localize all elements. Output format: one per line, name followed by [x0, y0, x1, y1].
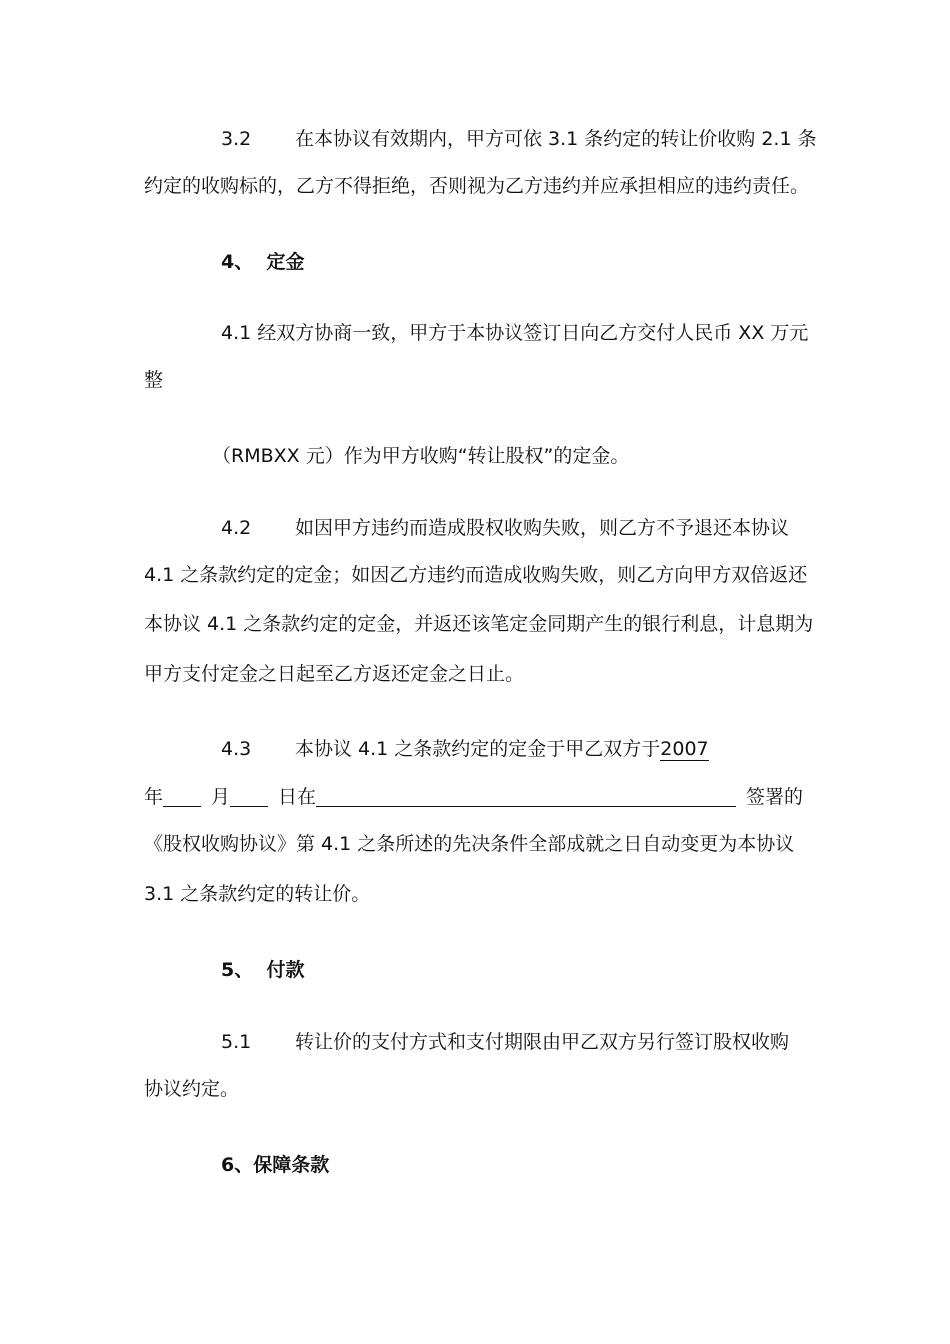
clause-number: 5.1 [221, 1031, 252, 1053]
section-5-heading [221, 958, 304, 982]
clause-text: 在本协议有效期内，甲方可依 3.1 条约定的转让价收购 2.1 条 [295, 128, 817, 150]
section-6-heading: 6、保障条款 [221, 1154, 330, 1176]
clause-4-1-line-3: （RMBXX 元）作为甲方收购“转让股权”的定金。 [212, 445, 630, 467]
clause-4-1-line-2: 整 [144, 369, 164, 391]
clause-text: 转让价的支付方式和支付期限由甲乙双方另行签订股权收购 [295, 1031, 790, 1053]
clause-4-2-line-4: 甲方支付定金之日起至乙方返还定金之日止。 [144, 663, 525, 685]
month-label: 月 [211, 786, 231, 808]
section-number: 5、 [221, 959, 254, 981]
section-number: 4、 [221, 251, 254, 273]
clause-number: 3.2 [221, 128, 252, 150]
signed-label: 签署的 [746, 786, 804, 808]
place-blank[interactable] [316, 784, 736, 807]
section-title: 付款 [266, 959, 305, 981]
clause-4-3-line-1 [221, 737, 709, 761]
clause-4-3-line-2 [144, 784, 803, 809]
clause-4-2-line-2: 4.1 之条款约定的定金；如因乙方违约而造成收购失败，则乙方向甲方双倍返还 [144, 564, 808, 586]
clause-text: 本协议 4.1 之条款约定的定金于甲乙双方于 [295, 738, 661, 760]
section-4-heading [221, 250, 304, 274]
clause-text: 如因甲方违约而造成股权收购失败，则乙方不予退还本协议 [295, 517, 790, 539]
clause-4-2-line-3: 本协议 4.1 之条款约定的定金，并返还该笔定金同期产生的银行利息，计息期为 [144, 613, 814, 635]
day-blank[interactable] [230, 784, 268, 807]
section-title: 定金 [266, 251, 305, 273]
clause-5-1-line-2: 协议约定。 [144, 1078, 240, 1100]
year-label: 年 [144, 786, 164, 808]
clause-5-1-line-1 [221, 1030, 789, 1054]
clause-number: 4.3 [221, 738, 252, 760]
clause-4-3-line-3: 《股权收购协议》第 4.1 之条所述的先决条件全部成就之日自动变更为本协议 [144, 833, 795, 855]
clause-4-3-line-4: 3.1 之条款约定的转让价。 [144, 883, 371, 905]
clause-number: 4.2 [221, 517, 252, 539]
year-value: 2007 [660, 738, 709, 760]
clause-3-2-line-2: 约定的收购标的，乙方不得拒绝，否则视为乙方违约并应承担相应的违约责任。 [144, 175, 810, 197]
clause-4-1-line-1: 4.1 经双方协商一致，甲方于本协议签订日向乙方交付人民币 XX 万元 [221, 322, 809, 344]
day-label: 日在 [278, 786, 317, 808]
clause-4-2-line-1 [221, 516, 789, 540]
clause-3-2-line-1 [221, 127, 817, 151]
month-blank[interactable] [163, 784, 201, 807]
